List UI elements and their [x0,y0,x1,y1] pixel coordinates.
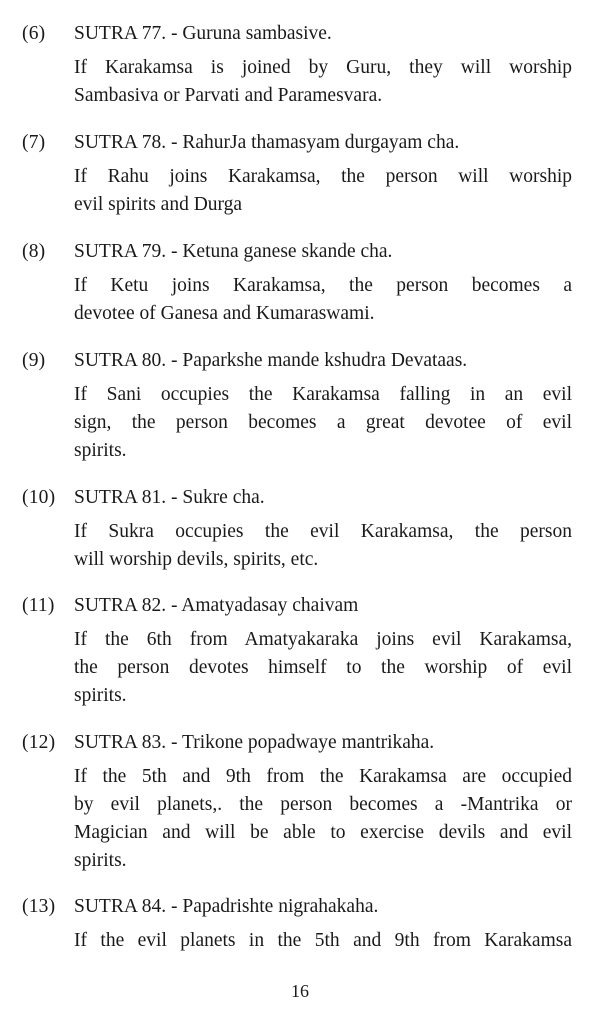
sutra-explanation [74,272,572,328]
text-line: If the 6th from Amatyakaraka joins evil Karakamsa, [74,629,572,650]
sutra-heading: SUTRA 77. - Guruna sambasive. [74,23,332,44]
sutra-explanation [74,518,572,574]
text-line: evil spirits and Durga [74,194,243,215]
text-line: will worship devils, spirits, etc. [74,549,319,570]
sutra-explanation [74,381,572,465]
entry-number: (13) [22,896,56,917]
text-line: Sambasiva or Parvati and Paramesvara. [74,85,383,106]
text-line: spirits. [74,685,127,706]
text-line: If Rahu joins Karakamsa, the person will worship [74,166,572,187]
text-line: spirits. [74,850,127,871]
text-line: If Karakamsa is joined by Guru, they will worship [74,57,572,78]
text-line: If Sukra occupies the evil Karakamsa, the person [74,521,572,542]
entry-number: (6) [22,23,46,44]
sutra-explanation [74,626,572,710]
text-line: spirits. [74,440,127,461]
sutra-explanation [74,927,572,955]
sutra-heading: SUTRA 78. - RahurJa thamasyam durgayam cha. [74,132,460,153]
entry-number: (8) [22,241,46,262]
sutra-explanation [74,163,572,219]
text-line: devotee of Ganesa and Kumaraswami. [74,303,375,324]
sutra-heading: SUTRA 84. - Papadrishte nigrahakaha. [74,896,379,917]
entry-number: (9) [22,350,46,371]
sutra-heading: SUTRA 82. - Amatyadasay chaivam [74,595,359,616]
entry-number: (11) [22,595,55,616]
text-line: the person devotes himself to the worship of evil [74,657,572,678]
entry-number: (10) [22,487,56,508]
text-line: If Sani occupies the Karakamsa falling in an evil [74,384,572,405]
text-line: by evil planets,. the person becomes a -Mantrika or [74,794,572,815]
sutra-heading: SUTRA 80. - Paparkshe mande kshudra Devataas. [74,350,468,371]
page-number: 16 [291,981,309,1001]
entry-number: (12) [22,732,56,753]
sutra-heading: SUTRA 83. - Trikone popadwaye mantrikaha. [74,732,435,753]
text-line: sign, the person becomes a great devotee of evil [74,412,572,433]
text-line: If the evil planets in the 5th and 9th from Karakamsa [74,930,572,951]
text-line: Magician and will be able to exercise devils and evil [74,822,572,843]
sutra-explanation [74,763,572,875]
sutra-explanation [74,54,572,110]
text-line: If the 5th and 9th from the Karakamsa are occupied [74,766,572,787]
sutra-heading: SUTRA 81. - Sukre cha. [74,487,265,508]
text-line: If Ketu joins Karakamsa, the person becomes a [74,275,572,296]
sutra-heading: SUTRA 79. - Ketuna ganese skande cha. [74,241,393,262]
entry-number: (7) [22,132,46,153]
